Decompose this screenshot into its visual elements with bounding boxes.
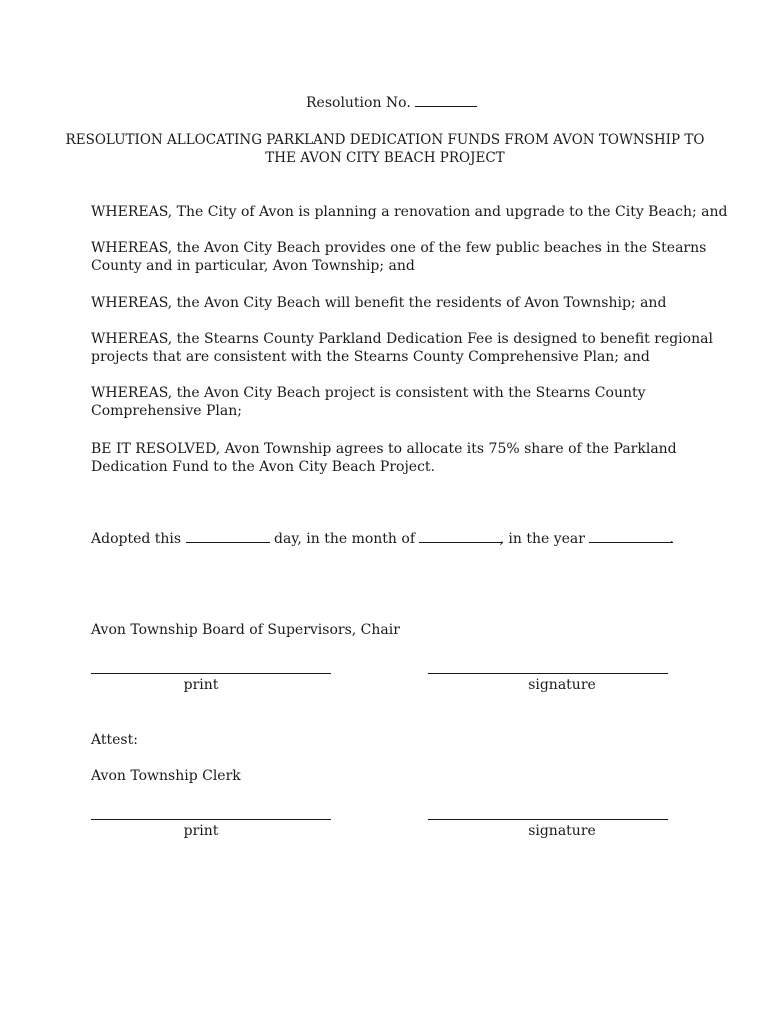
paragraph-line: BE IT RESOLVED, Avon Township agrees to allocate its 75% share of the Parkland: [91, 441, 677, 457]
adopted-year-blank[interactable]: [589, 530, 673, 543]
paragraph-line: Dedication Fund to the Avon City Beach Project.: [91, 459, 436, 475]
adopted-day-blank[interactable]: [186, 530, 270, 543]
resolution-number: [306, 94, 477, 112]
paragraph-line: Comprehensive Plan;: [91, 403, 242, 419]
chair-signature-label: signature: [528, 677, 596, 693]
attest-label: Attest:: [91, 732, 138, 748]
chair-signature-line[interactable]: [428, 673, 668, 674]
whereas-paragraph-4: [91, 330, 713, 366]
paragraph-line: WHEREAS, the Stearns County Parkland Dedication Fee is designed to benefit regional: [91, 331, 713, 347]
chair-print-label: print: [183, 677, 219, 693]
resolution-number-label: Resolution No.: [306, 95, 411, 111]
resolution-title-line2: THE AVON CITY BEACH PROJECT: [265, 150, 505, 166]
whereas-paragraph-2: [91, 239, 707, 275]
adopted-month-blank[interactable]: [419, 530, 503, 543]
clerk-title: Avon Township Clerk: [91, 768, 241, 784]
adopted-prefix: Adopted this: [91, 531, 182, 547]
clerk-print-line[interactable]: [91, 819, 331, 820]
paragraph-line: WHEREAS, the Avon City Beach will benefit the residents of Avon Township; and: [91, 295, 667, 311]
adopted-year-text: , in the year: [499, 531, 585, 547]
whereas-paragraph-3: [91, 294, 691, 312]
clerk-print-label: print: [183, 823, 219, 839]
paragraph-line: County and in particular, Avon Township; and: [91, 258, 415, 274]
whereas-paragraph-1: [91, 203, 728, 221]
adopted-month-text: day, in the month of: [274, 531, 416, 547]
adopted-line: [91, 530, 674, 548]
clerk-signature-label: signature: [528, 823, 596, 839]
resolved-paragraph: [91, 440, 691, 476]
whereas-paragraph-5: [91, 384, 691, 420]
paragraph-line: WHEREAS, The City of Avon is planning a renovation and upgrade to the City Beach; and: [91, 204, 728, 220]
chair-print-line[interactable]: [91, 673, 331, 674]
paragraph-line: WHEREAS, the Avon City Beach project is consistent with the Stearns County: [91, 385, 646, 401]
resolution-title-line1: RESOLUTION ALLOCATING PARKLAND DEDICATION FUNDS FROM AVON TOWNSHIP TO: [65, 132, 705, 148]
clerk-signature-line[interactable]: [428, 819, 668, 820]
paragraph-line: projects that are consistent with the Stearns County Comprehensive Plan; and: [91, 349, 650, 365]
paragraph-line: WHEREAS, the Avon City Beach provides one of the few public beaches in the Stearns: [91, 240, 707, 256]
resolution-number-blank: [415, 94, 477, 107]
chair-title: Avon Township Board of Supervisors, Chair: [91, 622, 400, 638]
adopted-end: .: [669, 531, 674, 547]
